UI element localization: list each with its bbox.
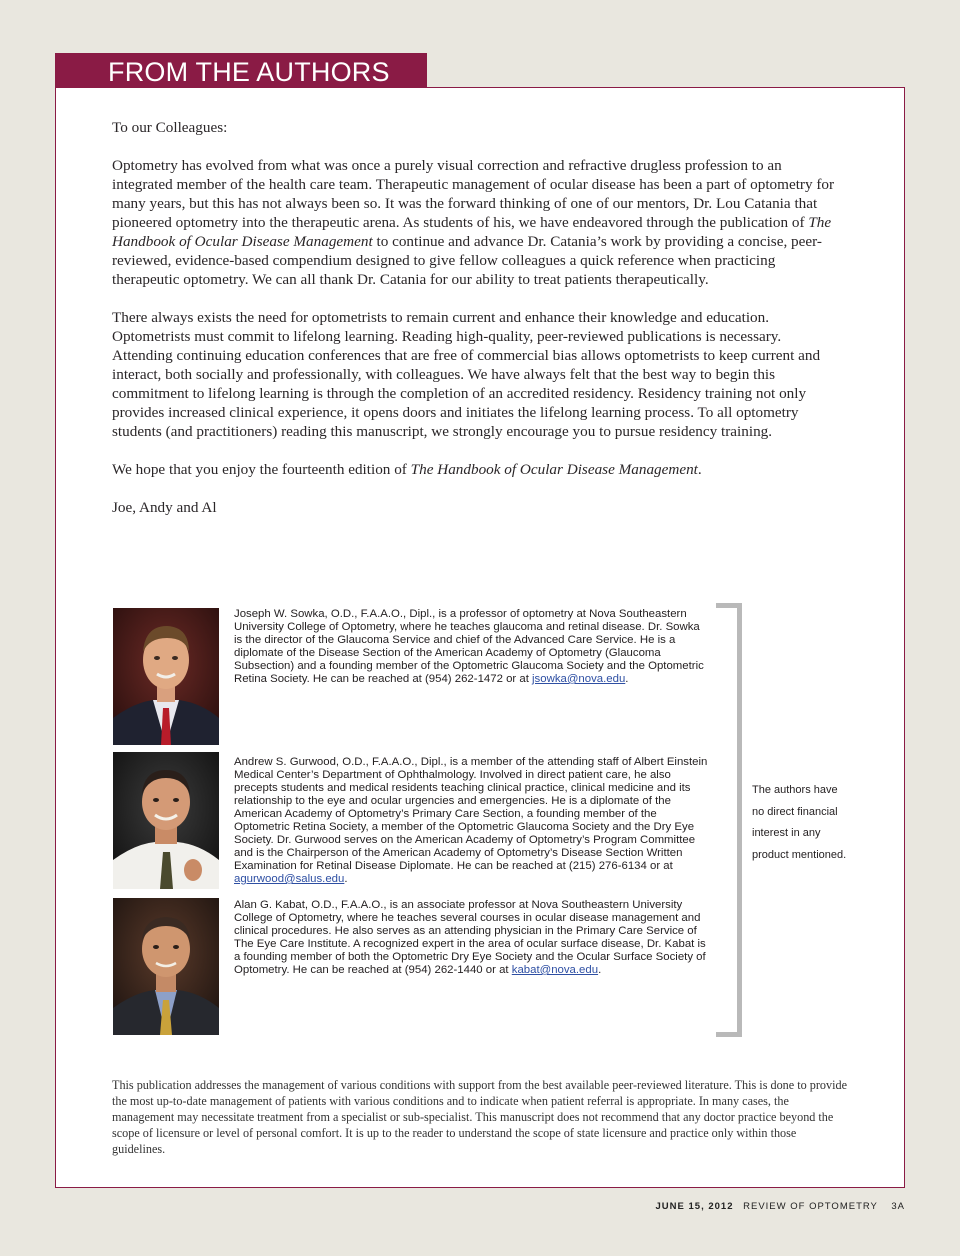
author-bio-gurwood (234, 756, 708, 886)
section-title: FROM THE AUTHORS (108, 57, 390, 87)
bio-text: Joseph W. Sowka, O.D., F.A.A.O., Dipl., is a professor of optometry at Nova Southeastern University College of Optometry, where he teaches glaucoma and retinal disease. Dr. Sowka is the director of the Glaucoma Service and chief of the Advanced Care Service. He is a diplomate of the Disease Section of the American Academy of Optometry (Glaucoma Subsection) and a founding member of the Optometric Glaucoma Society and the Optometric Retina Society. He can be reached at (954) 262-1472 or at (234, 608, 704, 685)
email-link[interactable]: kabat@nova.edu (511, 964, 599, 976)
salutation: To our Colleagues: (112, 119, 228, 136)
page-number: 3A (891, 1201, 905, 1212)
book-title: The Handbook of Ocular Disease Management (410, 461, 698, 478)
letter-paragraph-2: There always exists the need for optometrists to remain current and enhance their knowledge and education. Optometrists must commit to lifelong learning. Reading high-quality, peer-reviewed publications is necessary. Attending continuing education conferences that are free of commercial bias allows optometrists to keep current and interact, both socially and professionally, with colleagues. We have always felt that the best way to begin this commitment to lifelong learning is through the completion of an accredited residency. Residency training not only provides increased clinical experience, it opens doors and initiates the lifelong learning process. To all optometry students (and practitioners) reading this manuscript, we strongly encourage you to pursue residency training. (112, 309, 821, 440)
disclaimer: This publication addresses the management of various conditions with support from the best available peer-reviewed literature. This is done to provide the most up-to-date management of patients with various conditions and to indicate when patient referral is appropriate. In many cases, the management may necessitate treatment from a specialist or sub-specialist. This manuscript does not recommend that any doctor practice beyond the scope of licensure or level of personal comfort. It is up to the reader to understand the scope of state licensure and practice only within those guidelines. (112, 1078, 847, 1156)
author-photo-sowka (113, 608, 219, 745)
note-line: no direct financial (752, 805, 838, 818)
section-header (55, 53, 427, 88)
author-bio-sowka (234, 608, 708, 686)
paragraph-text: . (697, 461, 702, 478)
author-photo-gurwood (113, 752, 219, 889)
signature: Joe, Andy and Al (112, 499, 217, 516)
issue-date: JUNE 15, 2012 (655, 1201, 734, 1212)
author-bio-kabat (234, 899, 708, 977)
letter-body (112, 118, 844, 536)
bio-text: . (625, 673, 629, 685)
bio-text: Alan G. Kabat, O.D., F.A.A.O., is an associate professor at Nova Southeastern University College of Optometry, where he teaches several courses in ocular disease management and clinical procedures. He also serves as an attending physician in the Primary Care Service of The Eye Care Institute. A recognized expert in the area of ocular surface disease, Dr. Kabat is a founding member of both the Optometric Dry Eye Society and the Ocular Surface Society of Optometry. He can be reached at (954) 262-1440 or at (234, 899, 706, 976)
sidebar-bracket (716, 603, 742, 1037)
letter-paragraph-3 (112, 460, 844, 479)
publication-name: REVIEW OF OPTOMETRY (743, 1201, 878, 1212)
note-line: The authors have (752, 784, 838, 796)
email-link[interactable]: agurwood@salus.edu (234, 873, 345, 885)
author-photo-kabat (113, 898, 219, 1035)
note-line: product mentioned. (752, 848, 847, 861)
note-line: interest in any (752, 827, 821, 839)
paragraph-text: Optometry has evolved from what was once a purely visual correction and refractive drugless profession to an integrated member of the health care team. Therapeutic management of ocular disease has been a part of optometry for many years, but this has not always been so. It was the forward thinking of one of our mentors, Dr. Lou Catania that pioneered optometry into the therapeutic arena. As students of his, we have endeavored through the publication of (112, 157, 835, 231)
bio-text: . (598, 964, 602, 976)
financial-disclosure-note (752, 780, 872, 866)
bio-text: Andrew S. Gurwood, O.D., F.A.A.O., Dipl., is a member of the attending staff of Albert Einstein Medical Center’s Department of Ophthalmology. Involved in direct patient care, he also precepts students and medical residents teaching clinical practice, clinical medicine and its relationship to the eye and ocular urgencies and emergencies. He is a diplomate of the American Academy of Optometry’s Primary Care Section, a founding member of the Optometric Retina Society, a member of the Optometric Glaucoma Society and the Dry Eye Society. Dr. Gurwood serves on the American Academy of Optometry’s Program Committee and is the Chairperson of the American Academy of Optometry’s Disease Section Written Examination for Retinal Disease Diplomate. He can be reached at (215) 276-6134 or at (234, 756, 708, 872)
page-footer (656, 1201, 905, 1212)
book-title: The Handbook of Ocular Disease Management (112, 214, 832, 250)
paragraph-text: to continue and advance Dr. Catania’s work by providing a concise, peer-reviewed, evidence-based compendium designed to give fellow colleagues a quick reference when practicing therapeutic optometry. We can all thank Dr. Catania for our ability to treat patients therapeutically. (112, 233, 822, 288)
email-link[interactable]: jsowka@nova.edu (532, 673, 626, 685)
bio-text: . (344, 873, 348, 885)
letter-paragraph-1 (112, 156, 844, 289)
paragraph-text: We hope that you enjoy the fourteenth edition of (112, 461, 411, 478)
